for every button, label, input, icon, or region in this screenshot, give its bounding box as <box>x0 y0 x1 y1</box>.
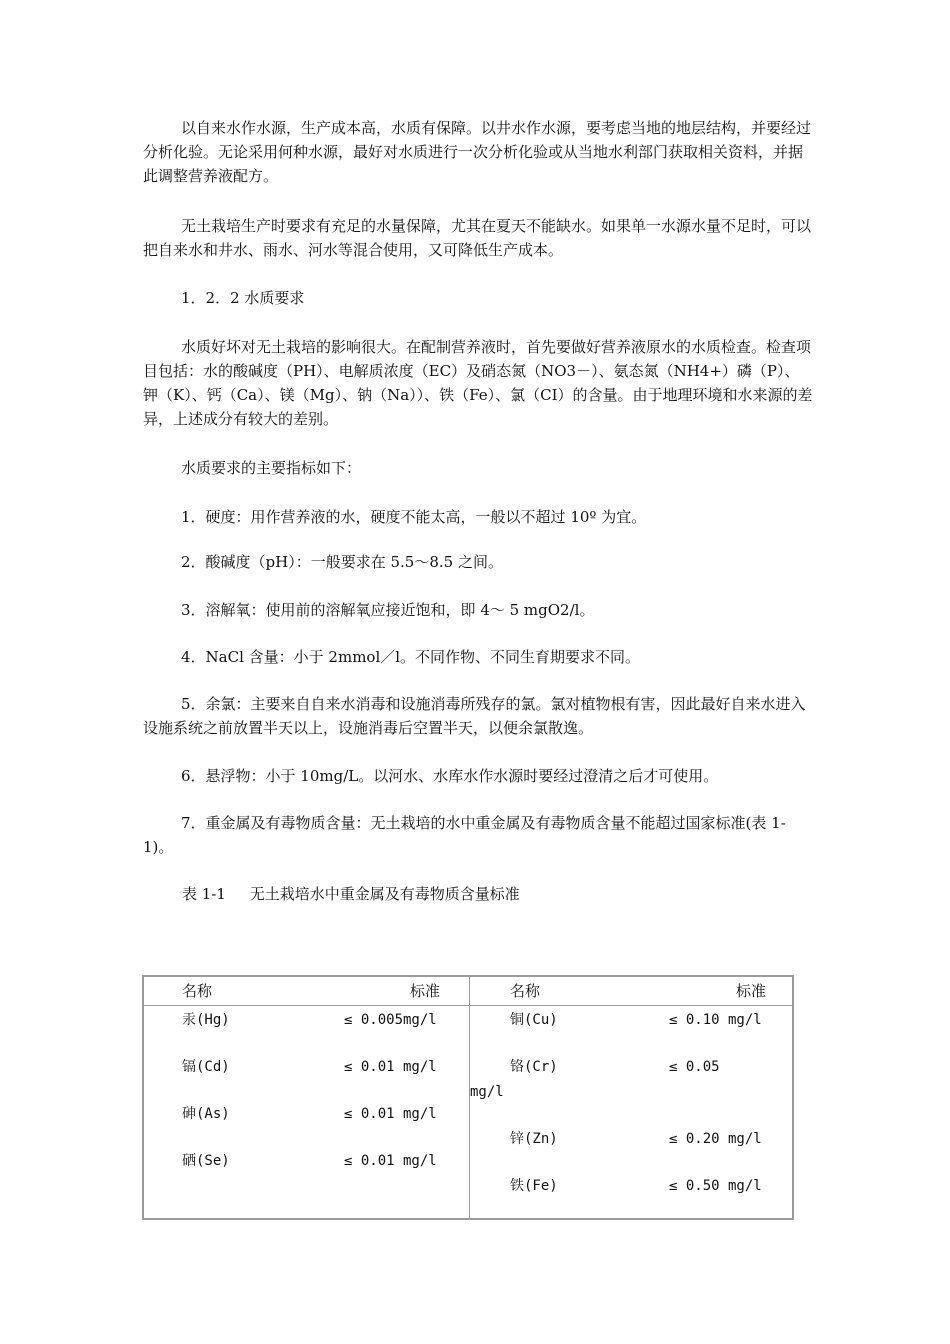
left-row-std-as: ≤ 0.01 mg/l <box>344 1106 437 1122</box>
paragraph-water-quantity: 无土栽培生产时要求有充足的水量保障，尤其在夏天不能缺水。如果单一水源水量不足时，可以把自来水和井水、雨水、河水等混合使用，又可降低生产成本。 <box>143 217 812 259</box>
table-caption: 表 1-1 无土栽培水中重金属及有毒物质含量标准 <box>182 885 520 903</box>
header-right-name: 名称 <box>510 982 541 1000</box>
left-row-name-as: 砷(As) <box>182 1106 230 1122</box>
right-row-std-cr-wrap: mg/l <box>470 1084 504 1100</box>
right-row-name-fe: 铁(Fe) <box>510 1178 558 1194</box>
list-item-hardness: 1．硬度：用作营养液的水，硬度不能太高，一般以不超过 10º 为宜。 <box>181 508 647 526</box>
right-row-std-cu: ≤ 0.10 mg/l <box>669 1012 762 1028</box>
right-row-name-zn: 锌(Zn) <box>510 1131 558 1147</box>
list-item-suspended-solids: 6．悬浮物：小于 10mg/L。以河水、水库水作水源时要经过澄清之后才可使用。 <box>181 767 719 785</box>
right-row-name-cr: 铬(Cr) <box>510 1059 558 1075</box>
header-left-name: 名称 <box>182 982 213 1000</box>
right-row-std-fe: ≤ 0.50 mg/l <box>669 1178 762 1194</box>
section-heading-water-quality: 1．2．2 水质要求 <box>181 289 305 307</box>
right-row-std-cr: ≤ 0.05 <box>669 1059 720 1075</box>
left-row-std-se: ≤ 0.01 mg/l <box>344 1153 437 1169</box>
list-item-nacl: 4．NaCl 含量：小于 2mmol／l。不同作物、不同生育期要求不同。 <box>181 648 641 666</box>
left-row-std-cd: ≤ 0.01 mg/l <box>344 1059 437 1075</box>
table-header-row <box>144 977 792 1006</box>
header-left-standard: 标准 <box>410 982 441 1000</box>
list-item-residual-chlorine: 5．余氯：主要来自自来水消毒和设施消毒所残存的氯。氯对植物根有害，因此最好自来水进入设施系统之前放置半天以上，设施消毒后空置半天，以便余氯散逸。 <box>143 695 806 737</box>
heavy-metal-standard-table <box>142 975 794 1220</box>
header-right-standard: 标准 <box>736 982 767 1000</box>
paragraph-water-source: 以自来水作水源，生产成本高，水质有保障。以井水作水源，要考虑当地的地层结构，并要经过分析化验。无论采用何种水源，最好对水质进行一次分析化验或从当地水利部门获取相关资料，并据此调整营养液配方。 <box>143 119 812 185</box>
list-item-ph: 2．酸碱度（pH）：一般要求在 5.5～8.5 之间。 <box>181 553 503 571</box>
left-row-name-se: 硒(Se) <box>182 1153 230 1169</box>
left-row-std-hg: ≤ 0.005mg/l <box>344 1012 437 1028</box>
left-row-name-cd: 镉(Cd) <box>182 1059 230 1075</box>
right-row-std-zn: ≤ 0.20 mg/l <box>669 1131 762 1147</box>
list-item-dissolved-oxygen: 3．溶解氧：使用前的溶解氧应接近饱和，即 4～ 5 mgO2/l。 <box>181 601 595 619</box>
list-item-heavy-metals: 7．重金属及有毒物质含量：无土栽培的水中重金属及有毒物质含量不能超过国家标准(表 1-1)。 <box>143 814 786 856</box>
paragraph-water-quality-impact: 水质好坏对无土栽培的影响很大。在配制营养液时，首先要做好营养液原水的水质检查。检查项目包括：水的酸碱度（PH）、电解质浓度（EC）及硝态氮（NO3－）、氨态氮（NH4+）磷（P）、钾（K）、钙（Ca）、镁（Mg）、钠（Na））、铁（Fe）、氯（CI）的含量。由于地理环境和水来源的差异，上述成分有较大的差别。 <box>143 338 813 428</box>
left-row-name-hg: 汞(Hg) <box>182 1012 230 1028</box>
paragraph-main-indicators-intro: 水质要求的主要指标如下： <box>181 459 362 477</box>
right-row-name-cu: 铜(Cu) <box>510 1012 558 1028</box>
